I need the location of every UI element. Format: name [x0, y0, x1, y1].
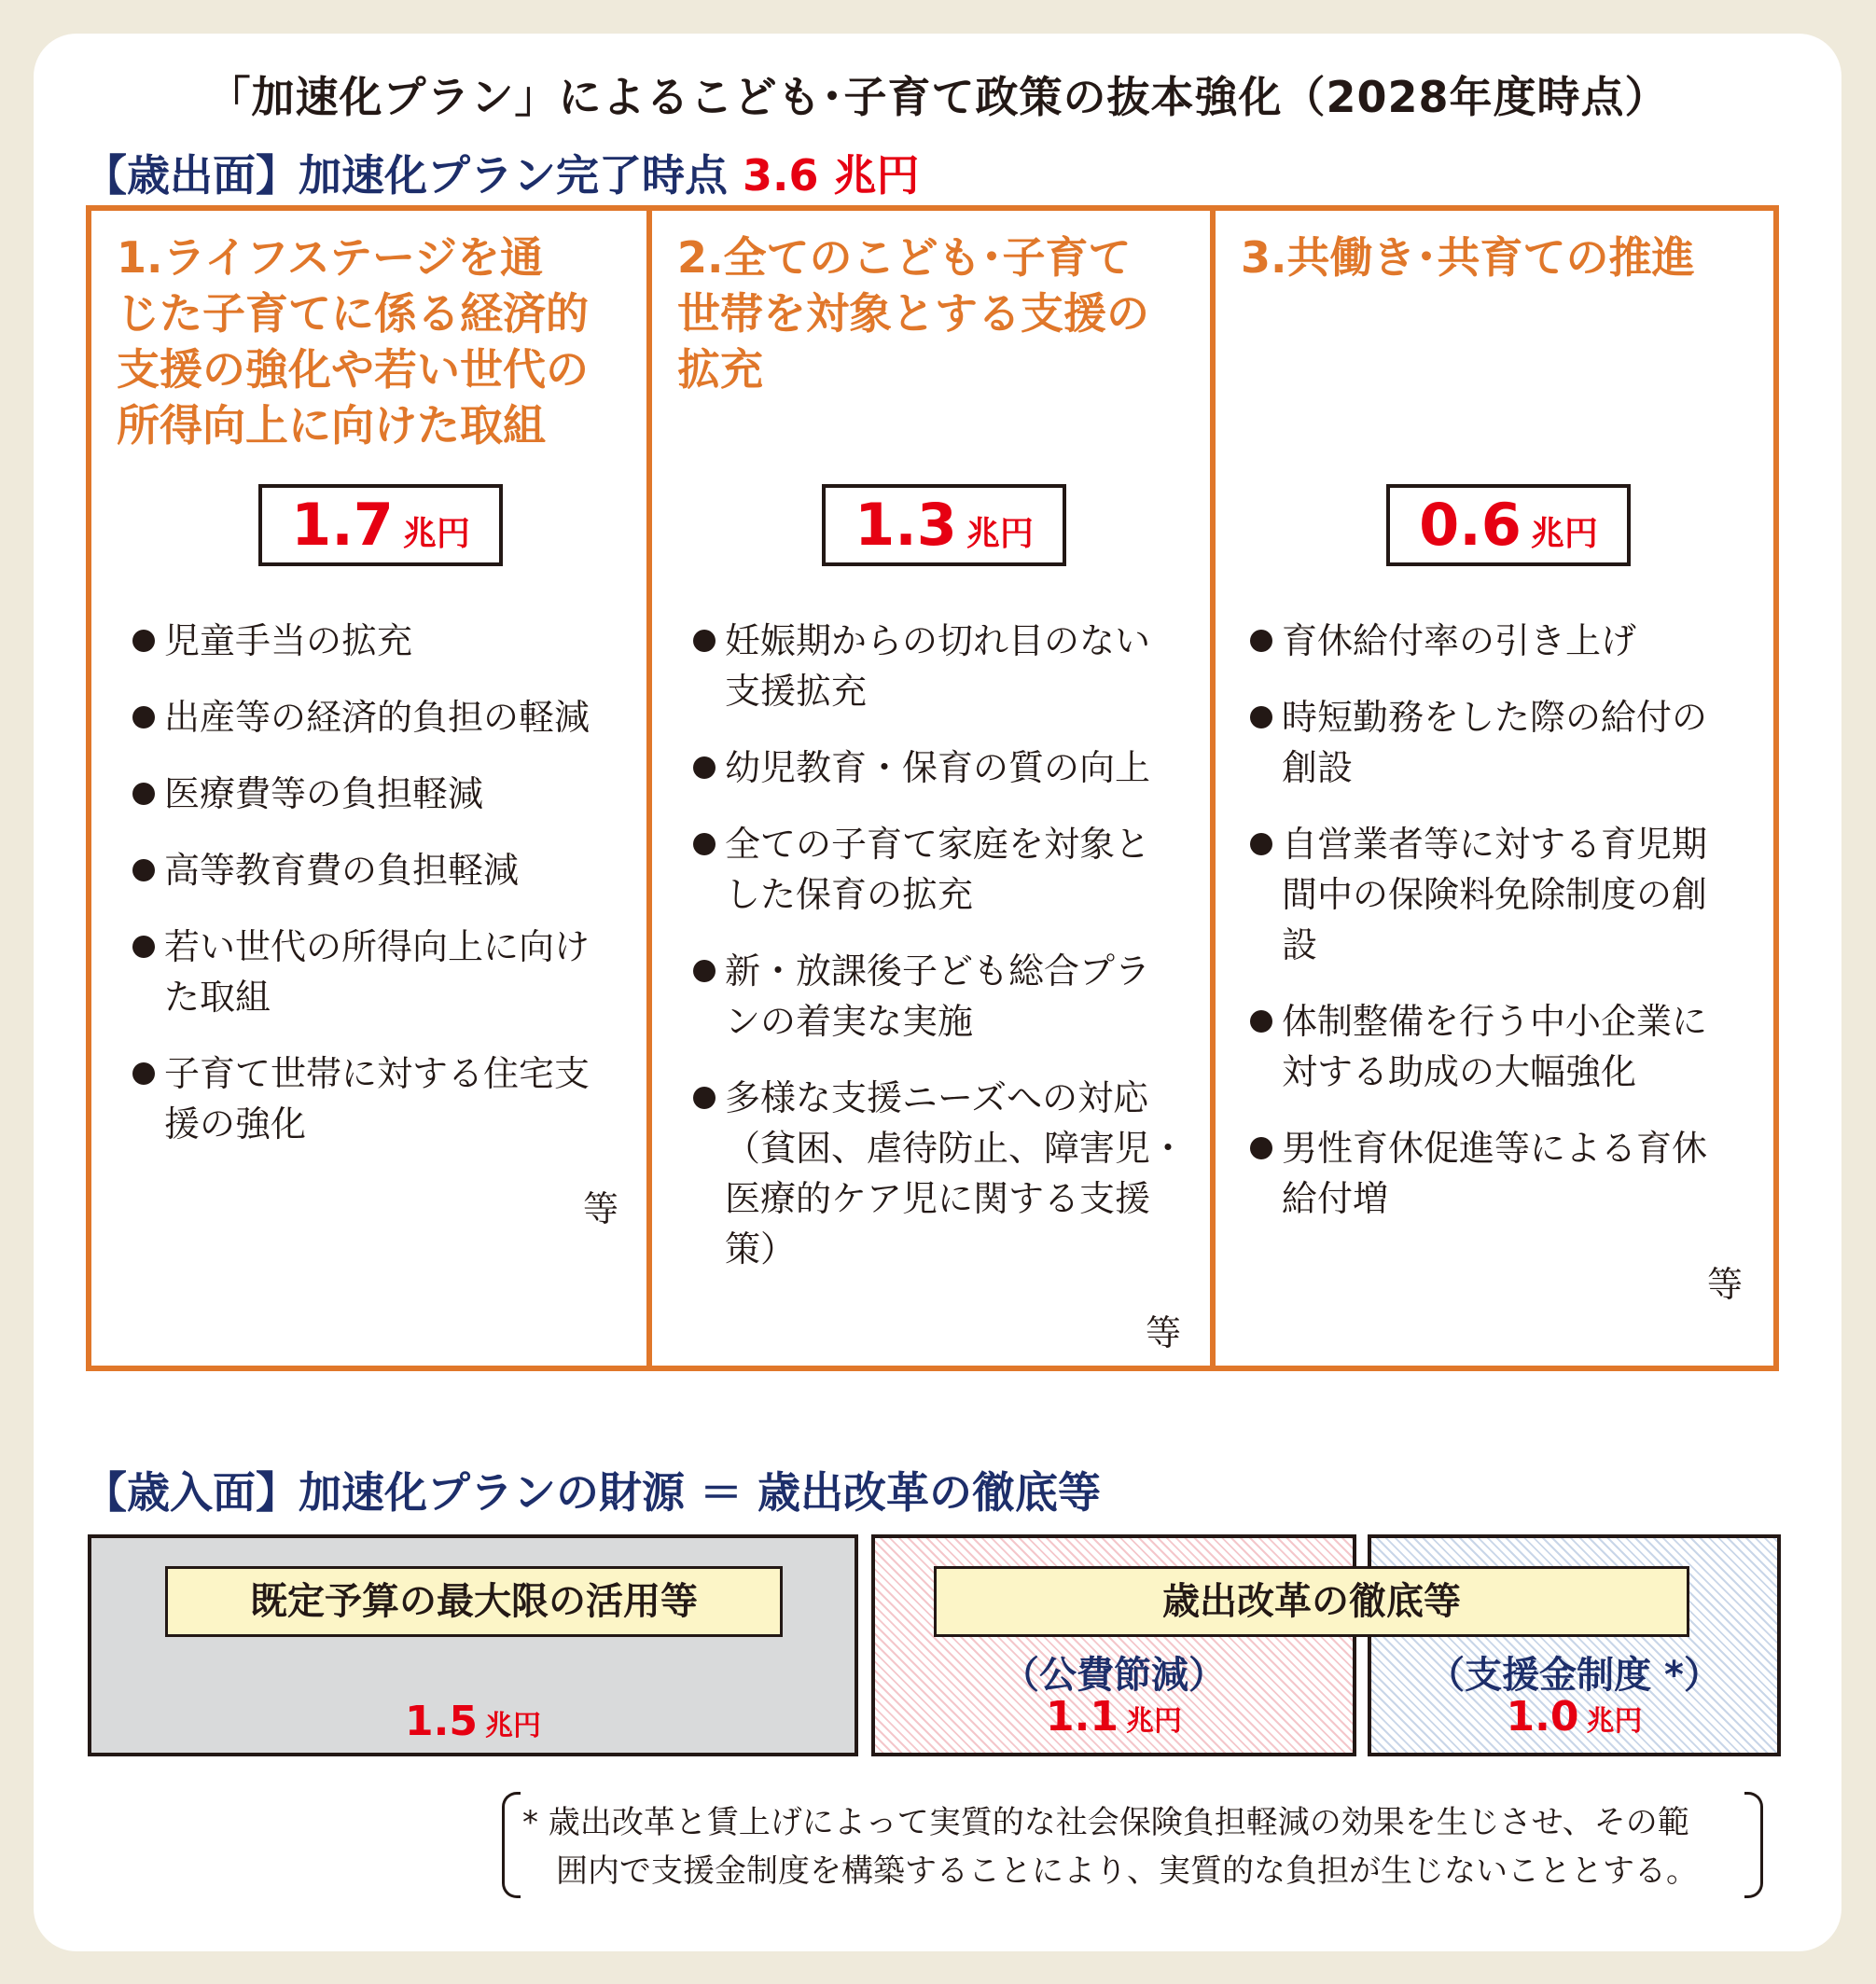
list-item: 出産等の経済的負担の軽減 [131, 692, 634, 742]
page-title: 「加速化プラン」によるこども･子育て政策の抜本強化（2028年度時点） [207, 72, 1669, 122]
footnote-bracket-right [1744, 1792, 1763, 1898]
reform-label: 歳出改革の徹底等 [934, 1566, 1689, 1637]
list-item: 新・放課後子ども総合プラ ンの着実な実施 [691, 946, 1200, 1047]
column-3-list [1248, 616, 1761, 1250]
list-item: 体制整備を行う中小企業に 対する助成の大幅強化 [1248, 996, 1761, 1097]
public-savings-label: （公費節減） [1002, 1654, 1226, 1697]
footnote-bracket-left [502, 1792, 521, 1898]
budget-amount: 1.5 兆円 [405, 1698, 541, 1745]
column-2-etc: 等 [1146, 1312, 1182, 1353]
column-divider [1210, 205, 1216, 1371]
revenue-header: 【歳入面】加速化プランの財源 ＝ 歳出改革の徹底等 [84, 1467, 1102, 1518]
expenditure-label: 【歳出面】加速化プラン完了時点 [84, 150, 728, 201]
list-item: 全ての子育て家庭を対象と した保育の拡充 [691, 819, 1200, 920]
footnote: * 歳出改革と賃上げによって実質的な社会保険負担軽減の効果を生じさせ、その範 囲内で支援金制度を構築することにより、実質的な負担が生じないこととする。 [522, 1804, 1698, 1890]
expenditure-total: 3.6 兆円 [743, 150, 920, 201]
column-1-list [131, 616, 634, 1175]
column-2-amount: 1.3 兆円 [822, 484, 1066, 566]
list-item: 高等教育費の負担軽減 [131, 845, 634, 895]
list-item: 医療費等の負担軽減 [131, 769, 634, 819]
list-item: 多様な支援ニーズへの対応 （貧困、虐待防止、障害児・ 医療的ケア児に関する支援 策） [691, 1073, 1200, 1274]
column-2-heading: 2.全てのこども･子育て 世帯を対象とする支援の 拡充 [677, 232, 1149, 395]
list-item: 時短勤務をした際の給付の 創設 [1248, 692, 1761, 793]
public-savings-amount: 1.1 兆円 [1046, 1693, 1182, 1741]
list-item: 自営業者等に対する育児期 間中の保険料免除制度の創 設 [1248, 819, 1761, 970]
column-1-amount: 1.7 兆円 [258, 484, 503, 566]
list-item: 若い世代の所得向上に向け た取組 [131, 922, 634, 1022]
expenditure-header [84, 142, 920, 203]
column-divider [646, 205, 652, 1371]
list-item: 妊娠期からの切れ目のない 支援拡充 [691, 616, 1200, 716]
list-item: 児童手当の拡充 [131, 616, 634, 666]
list-item: 育休給付率の引き上げ [1248, 616, 1761, 666]
column-3-amount: 0.6 兆円 [1386, 484, 1631, 566]
list-item: 子育て世帯に対する住宅支 援の強化 [131, 1048, 634, 1149]
budget-label: 既定予算の最大限の活用等 [165, 1566, 783, 1637]
support-fund-label: （支援金制度 *） [1427, 1654, 1721, 1697]
column-2-list [691, 616, 1200, 1300]
column-1-heading: 1.ライフステージを通 じた子育てに係る経済的 支援の強化や若い世代の 所得向上に向けた取組 [117, 232, 589, 451]
list-item: 男性育休促進等による育休 給付増 [1248, 1123, 1761, 1224]
column-1-etc: 等 [583, 1188, 619, 1229]
support-fund-amount: 1.0 兆円 [1506, 1693, 1643, 1741]
column-3-heading: 3.共働き･共育ての推進 [1241, 232, 1695, 283]
list-item: 幼児教育・保育の質の向上 [691, 742, 1200, 793]
column-3-etc: 等 [1707, 1264, 1744, 1305]
